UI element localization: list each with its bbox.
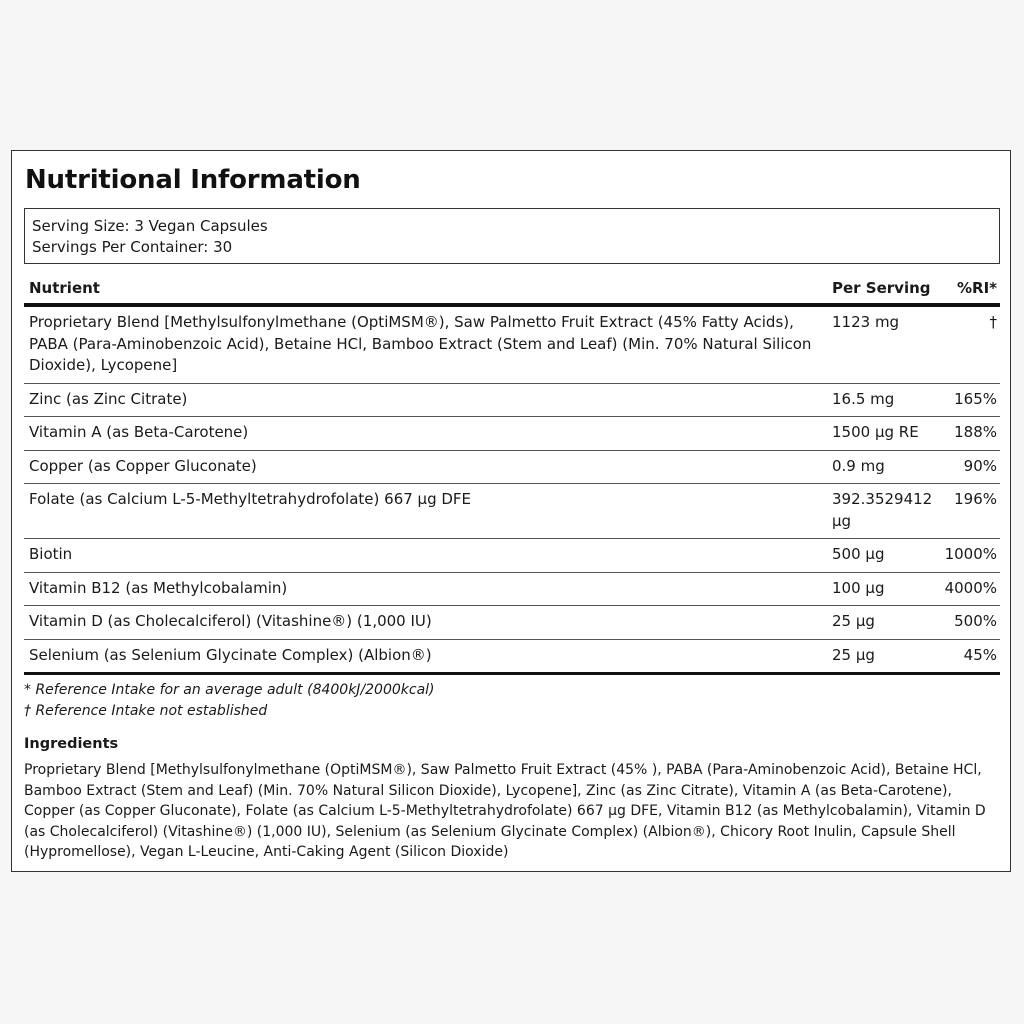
table-row bbox=[24, 573, 1000, 607]
per-serving-value: 392.3529412 µg bbox=[832, 490, 933, 530]
serving-size: Serving Size: 3 Vegan Capsules bbox=[32, 217, 268, 235]
table-row bbox=[24, 417, 1000, 451]
nutrient-name: Zinc (as Zinc Citrate) bbox=[29, 389, 188, 408]
per-serving-value: 16.5 mg bbox=[832, 389, 895, 408]
ri-value: 165% bbox=[954, 389, 997, 408]
table-row bbox=[24, 384, 1000, 418]
ri-value: 188% bbox=[954, 423, 997, 441]
ri-value: 45% bbox=[963, 645, 997, 664]
nutrient-name: Proprietary Blend [Methylsulfonylmethane (OptiMSM®), Saw Palmetto Fruit Extract (45% Fatty Acids), PABA (Para-Aminobenzoic Acid), Betaine HCl, Bamboo Extract (Stem and Leaf) (Min. 70% Natural Silicon Dioxide), Lycopene] bbox=[29, 313, 812, 374]
nutrient-name: Copper (as Copper Gluconate) bbox=[29, 456, 257, 475]
nutrient-name: Folate (as Calcium L-5-Methyltetrahydrofolate) 667 µg DFE bbox=[29, 490, 472, 508]
per-serving-value: 1500 µg RE bbox=[832, 423, 919, 441]
nutrient-name: Selenium (as Selenium Glycinate Complex) (Albion®) bbox=[29, 645, 432, 664]
per-serving-value: 1123 mg bbox=[832, 313, 900, 331]
table-row bbox=[24, 307, 1000, 384]
per-serving-value: 100 µg bbox=[832, 578, 885, 597]
table-row bbox=[24, 606, 1000, 640]
nutrient-name: Vitamin D (as Cholecalciferol) (Vitashine®) (1,000 IU) bbox=[29, 612, 432, 630]
nutrient-name: Vitamin B12 (as Methylcobalamin) bbox=[29, 578, 288, 597]
footnote-reference-intake: * Reference Intake for an average adult (8400kJ/2000kcal) bbox=[24, 682, 435, 698]
nutrition-table bbox=[24, 277, 1000, 675]
table-row bbox=[24, 640, 1000, 676]
header-ri: %RI* bbox=[956, 279, 997, 297]
table-row bbox=[24, 484, 1000, 539]
footnotes bbox=[24, 680, 435, 722]
table-row bbox=[24, 539, 1000, 573]
nutrient-name: Biotin bbox=[29, 545, 73, 563]
per-serving-value: 25 µg bbox=[832, 612, 875, 630]
per-serving-value: 0.9 mg bbox=[832, 456, 885, 475]
per-serving-value: 25 µg bbox=[832, 645, 875, 664]
ingredients-text: Proprietary Blend [Methylsulfonylmethane (OptiMSM®), Saw Palmetto Fruit Extract (45% ), PABA (Para-Aminobenzoic Acid), Betaine HCl, Bamboo Extract (Stem and Leaf) (Min. 70% Natural Silicon Dioxide), Lycopene], Zinc (as Zinc Citrate), Vitamin A (as Beta-Carotene), Copper (as Copper Gluconate), Folate (as Calcium L-5-Methyltetrahydrofolate) 667 µg DFE, Vitamin B12 (as Methylcobalamin), Vitamin D (as Cholecalciferol) (Vitashine®) (1,000 IU), Selenium (as Selenium Glycinate Complex) (Albion®), Chicory Root Inulin, Capsule Shell (Hypromellose), Vegan L-Leucine, Anti-Caking Agent (Silicon Dioxide) bbox=[24, 762, 986, 860]
ingredients-title: Ingredients bbox=[24, 736, 119, 752]
nutrient-name: Vitamin A (as Beta-Carotene) bbox=[29, 423, 249, 441]
table-row bbox=[24, 451, 1000, 485]
servings-per-container: Servings Per Container: 30 bbox=[32, 238, 233, 256]
ri-value: 196% bbox=[954, 490, 997, 508]
nutrition-panel bbox=[11, 150, 1011, 872]
page-title: Nutritional Information bbox=[25, 165, 361, 195]
footnote-not-established: † Reference Intake not established bbox=[24, 703, 268, 719]
ri-value: 1000% bbox=[944, 545, 997, 563]
ri-value: 90% bbox=[963, 456, 997, 475]
ri-value: 4000% bbox=[944, 578, 997, 597]
header-per-serving: Per Serving bbox=[832, 279, 931, 297]
table-header bbox=[24, 277, 1000, 307]
serving-info-box bbox=[24, 208, 1000, 264]
per-serving-value: 500 µg bbox=[832, 545, 885, 563]
ri-value: † bbox=[989, 313, 997, 331]
ri-value: 500% bbox=[954, 612, 997, 630]
header-nutrient: Nutrient bbox=[29, 279, 100, 297]
